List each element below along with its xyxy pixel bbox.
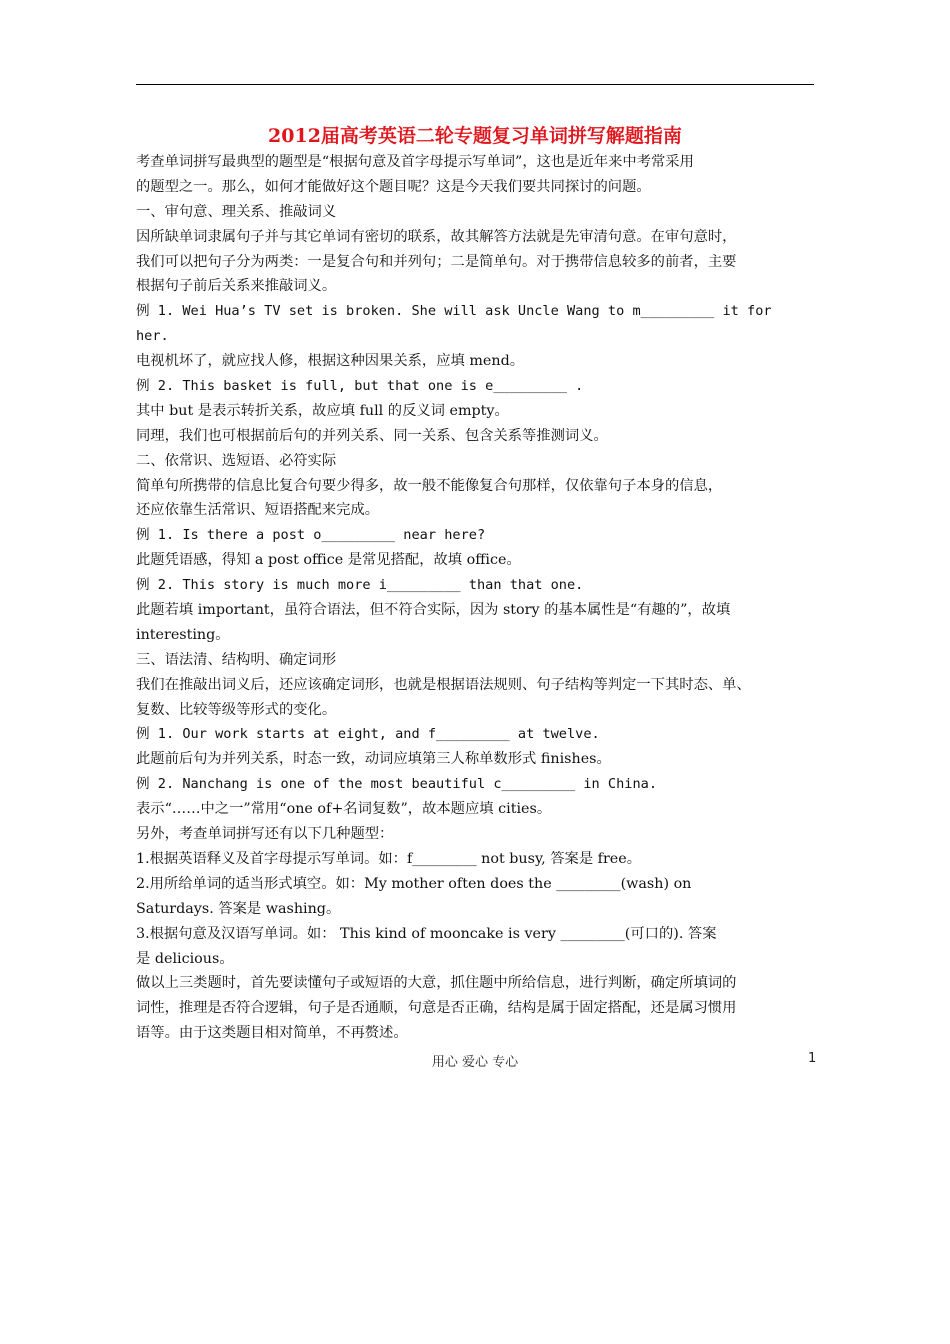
- section2-example2-question: 例 2. This story is much more i_________ than that one.: [136, 577, 584, 594]
- other-item-3-cont: 是 delicious。: [136, 950, 234, 967]
- section3-example2-answer: 表示“……中之一”常用“one of+名词复数”，故本题应填 cities。: [136, 801, 552, 818]
- section1-desc-3: 根据句子前后关系来推敲词义。: [136, 278, 337, 295]
- section2-example2-answer-cont: interesting。: [136, 626, 230, 643]
- other-item-2: 2.用所给单词的适当形式填空。如：My mother often does the _________(wash) on: [136, 875, 692, 892]
- section3-heading: 三、语法清、结构明、确定词形: [136, 651, 337, 668]
- section1-example2-question: 例 2. This basket is full, but that one is e_________ .: [136, 378, 584, 395]
- section3-example1-answer: 此题前后句为并列关系，时态一致，动词应填第三人称单数形式 finishes。: [136, 751, 611, 768]
- header-rule: [136, 84, 814, 85]
- conclusion-line-2: 词性，推理是否符合逻辑，句子是否通顺，句意是否正确，结构是属于固定搭配，还是属习惯用: [136, 1000, 737, 1017]
- conclusion-line-1: 做以上三类题时，首先要读懂句子或短语的大意，抓住题中所给信息，进行判断，确定所填词的: [136, 975, 737, 992]
- section2-example1-answer: 此题凭语感，得知 a post office 是常见搭配，故填 office。: [136, 552, 521, 569]
- section2-heading: 二、依常识、选短语、必符实际: [136, 452, 337, 469]
- conclusion-line-3: 语等。由于这类题目相对简单，不再赘述。: [136, 1025, 408, 1042]
- page-number: 1: [808, 1051, 817, 1066]
- section1-example1-question: 例 1. Wei Hua’s TV set is broken. She will ask Uncle Wang to m_________ it for: [136, 303, 772, 320]
- section2-example1-question: 例 1. Is there a post o_________ near here?: [136, 527, 486, 544]
- section1-desc-2: 我们可以把句子分为两类：一是复合句和并列句；二是简单句。对于携带信息较多的前者，主要: [136, 253, 737, 270]
- section1-heading: 一、审句意、理关系、推敲词义: [136, 203, 337, 220]
- document-body: [136, 150, 816, 1046]
- footer-motto: 用心 爱心 专心: [431, 1055, 519, 1070]
- section2-example2-answer: 此题若填 important，虽符合语法，但不符合实际，因为 story 的基本属性是“有趣的”，故填: [136, 602, 731, 619]
- section3-example2-question: 例 2. Nanchang is one of the most beautiful c_________ in China.: [136, 776, 658, 793]
- other-item-3: 3.根据句意及汉语写单词。如： This kind of mooncake is very _________(可口的). 答案: [136, 925, 717, 942]
- section3-example1-question: 例 1. Our work starts at eight, and f_________ at twelve.: [136, 726, 600, 743]
- section1-example2-answer: 其中 but 是表示转折关系，故应填 full 的反义词 empty。: [136, 402, 509, 419]
- section1-example1-question-cont: her.: [136, 328, 169, 345]
- other-item-2-cont: Saturdays. 答案是 washing。: [136, 900, 341, 917]
- section1-summary: 同理，我们也可根据前后句的并列关系、同一关系、包含关系等推测词义。: [136, 427, 608, 444]
- section1-example1-answer: 电视机坏了，就应找人修，根据这种因果关系，应填 mend。: [136, 353, 525, 370]
- section3-desc-1: 我们在推敲出词义后，还应该确定词形，也就是根据语法规则、句子结构等判定一下其时态、单、: [136, 676, 751, 693]
- document-title: 2012届高考英语二轮专题复习单词拼写解题指南: [268, 125, 682, 147]
- section2-desc-2: 还应依靠生活常识、短语搭配来完成。: [136, 502, 380, 519]
- section1-desc-1: 因所缺单词隶属句子并与其它单词有密切的联系，故其解答方法就是先审清句意。在审句意时，: [136, 228, 737, 245]
- section3-desc-2: 复数、比较等级等形式的变化。: [136, 701, 337, 718]
- section2-desc-1: 简单句所携带的信息比复合句要少得多，故一般不能像复合句那样，仅依靠句子本身的信息，: [136, 477, 723, 494]
- other-item-1: 1.根据英语释义及首字母提示写单词。如：f_________ not busy, 答案是 free。: [136, 850, 642, 867]
- intro-line-1: 考查单词拼写最典型的题型是“根据句意及首字母提示写单词”，这也是近年来中考常采用: [136, 154, 694, 170]
- intro-line-2: 的题型之一。那么，如何才能做好这个题目呢？这是今天我们要共同探讨的问题。: [136, 178, 651, 195]
- other-intro: 另外，考查单词拼写还有以下几种题型：: [136, 826, 394, 843]
